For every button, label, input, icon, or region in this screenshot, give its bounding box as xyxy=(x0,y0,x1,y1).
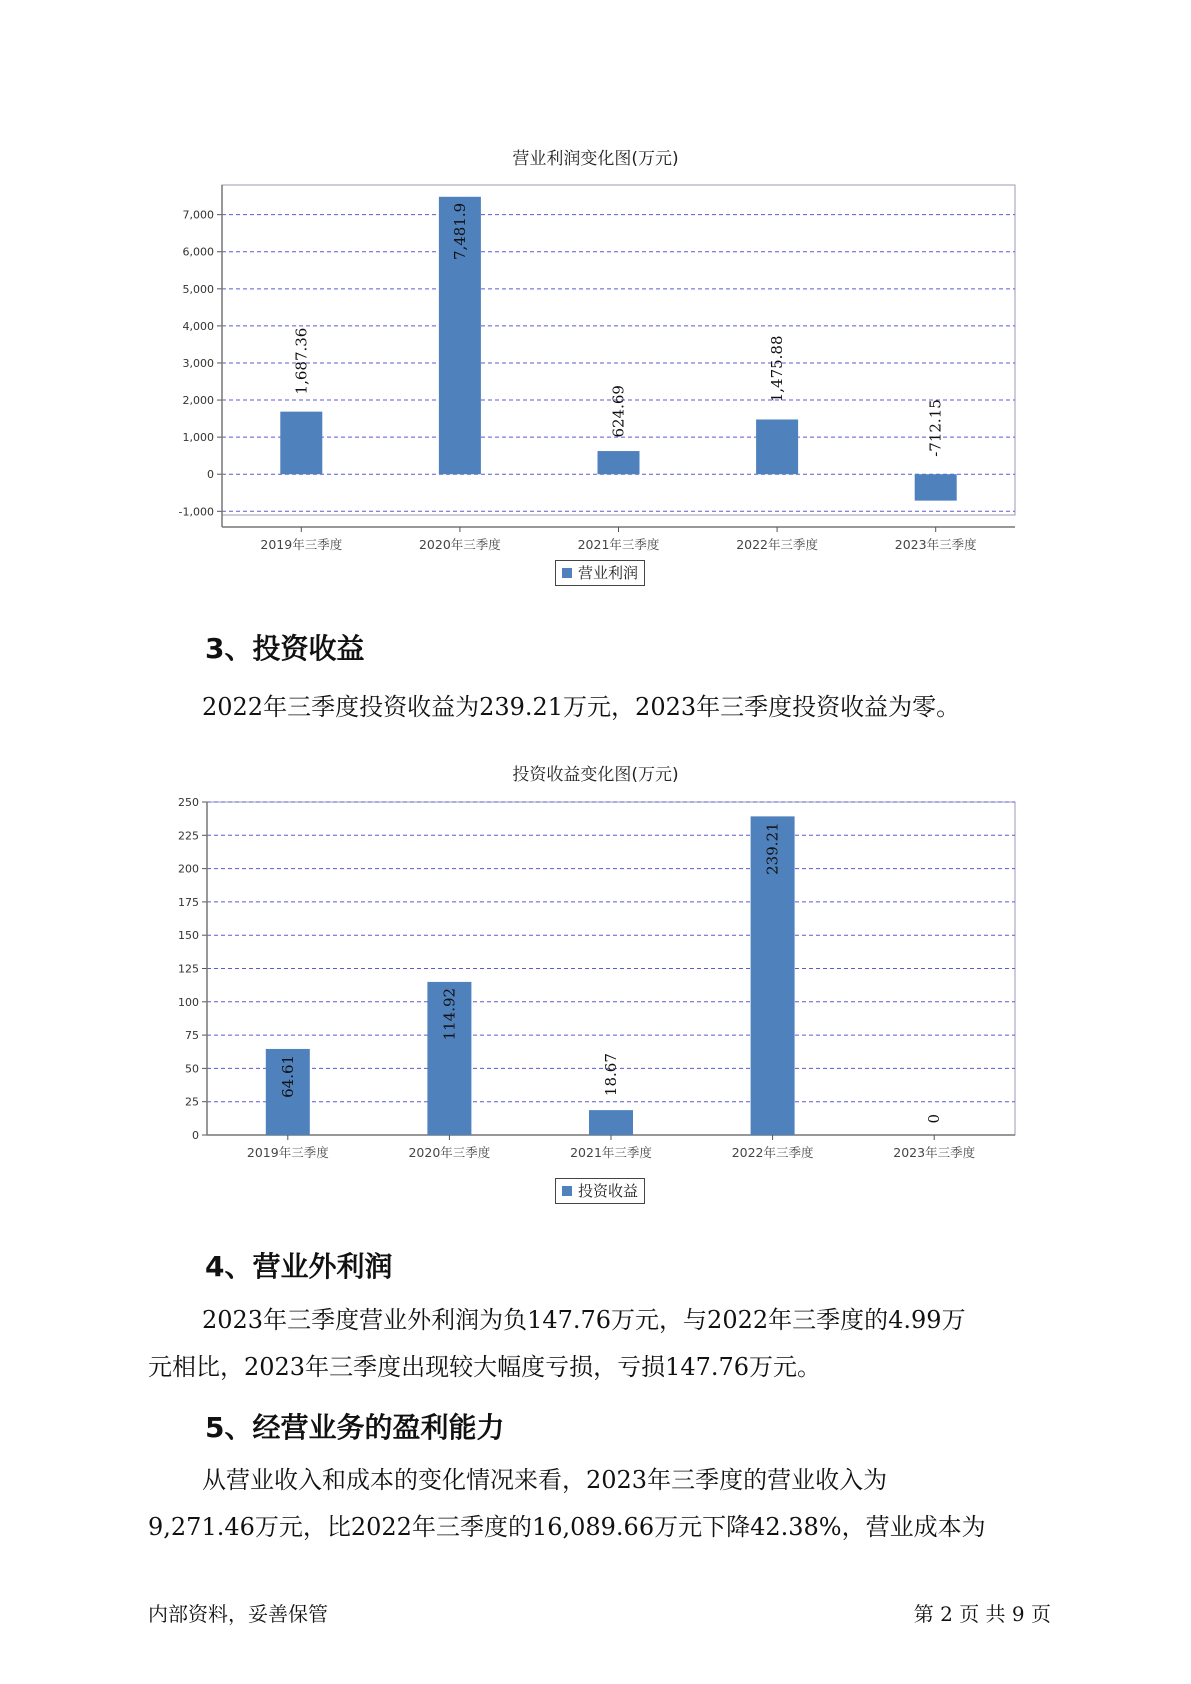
data-label: 7,481.9 xyxy=(450,202,469,261)
data-label: 1,475.88 xyxy=(768,335,787,403)
data-label: 0 xyxy=(925,1114,944,1124)
section4-heading: 4、营业外利润 xyxy=(205,1250,393,1283)
bar xyxy=(589,1110,633,1135)
section5-line2: 9,271.46万元，比2022年三季度的16,089.66万元下降42.38%，营业成本为 xyxy=(148,1513,986,1541)
y-tick-label: 0 xyxy=(207,468,214,482)
data-label: 114.92 xyxy=(440,987,459,1041)
legend-swatch-icon xyxy=(562,568,572,578)
chart2-legend-label: 投资收益 xyxy=(578,1182,639,1200)
x-tick-label: 2022年三季度 xyxy=(736,537,819,552)
x-tick-label: 2020年三季度 xyxy=(418,537,501,552)
bar xyxy=(280,412,322,475)
footer-page-number: 第 2 页 共 9 页 xyxy=(913,1602,1051,1626)
bar xyxy=(915,474,957,500)
y-tick-label: 7,000 xyxy=(182,208,214,222)
y-tick-label: 175 xyxy=(178,895,199,909)
data-label: 624.69 xyxy=(609,385,628,438)
data-label: -712.15 xyxy=(926,399,945,457)
footer-confidential: 内部资料，妥善保管 xyxy=(148,1602,328,1626)
bar xyxy=(756,419,798,474)
data-label: 64.61 xyxy=(278,1054,297,1098)
operating-profit-chart xyxy=(0,170,1191,550)
section4-line2: 元相比，2023年三季度出现较大幅度亏损，亏损147.76万元。 xyxy=(148,1353,822,1381)
chart1-legend xyxy=(555,560,645,586)
chart1-title: 营业利润变化图(万元) xyxy=(512,149,679,169)
y-tick-label: 0 xyxy=(192,1129,199,1142)
legend-swatch-icon xyxy=(562,1186,572,1196)
y-tick-label: 125 xyxy=(178,962,199,976)
x-tick-label: 2021年三季度 xyxy=(570,1145,652,1160)
y-tick-label: 100 xyxy=(178,995,199,1009)
section3-text: 2022年三季度投资收益为239.21万元，2023年三季度投资收益为零。 xyxy=(202,693,961,721)
y-tick-label: 200 xyxy=(178,862,199,876)
y-tick-label: 2,000 xyxy=(182,394,214,408)
y-tick-label: 3,000 xyxy=(182,356,214,370)
section4-line1: 2023年三季度营业外利润为负147.76万元，与2022年三季度的4.99万 xyxy=(202,1306,966,1334)
chart2-legend xyxy=(555,1178,645,1204)
y-tick-label: 6,000 xyxy=(182,245,214,259)
y-tick-label: 250 xyxy=(178,796,199,809)
chart2-title: 投资收益变化图(万元) xyxy=(512,765,679,785)
data-label: 18.67 xyxy=(602,1053,620,1097)
y-tick-label: 4,000 xyxy=(182,319,214,333)
chart1-legend-label: 营业利润 xyxy=(578,564,639,582)
x-tick-label: 2023年三季度 xyxy=(894,537,977,552)
section3-heading: 3、投资收益 xyxy=(205,632,365,665)
investment-income-chart xyxy=(0,790,1191,1170)
x-tick-label: 2021年三季度 xyxy=(577,537,660,552)
y-tick-label: 150 xyxy=(178,929,199,943)
y-tick-label: 50 xyxy=(185,1062,199,1076)
section5-heading: 5、经营业务的盈利能力 xyxy=(205,1411,505,1444)
x-tick-label: 2020年三季度 xyxy=(408,1145,491,1160)
x-tick-label: 2019年三季度 xyxy=(246,1145,329,1160)
y-tick-label: 225 xyxy=(178,829,199,843)
y-tick-label: 5,000 xyxy=(182,282,214,296)
y-tick-label: 25 xyxy=(185,1095,199,1109)
section5-line1: 从营业收入和成本的变化情况来看，2023年三季度的营业收入为 xyxy=(202,1466,888,1494)
data-label: 1,687.36 xyxy=(292,327,311,395)
bar xyxy=(598,451,640,474)
y-tick-label: -1,000 xyxy=(178,505,214,519)
x-tick-label: 2023年三季度 xyxy=(893,1145,976,1160)
data-label: 239.21 xyxy=(763,822,782,875)
x-tick-label: 2019年三季度 xyxy=(260,537,343,552)
y-tick-label: 1,000 xyxy=(182,431,214,445)
y-tick-label: 75 xyxy=(185,1029,199,1043)
x-tick-label: 2022年三季度 xyxy=(731,1145,814,1160)
